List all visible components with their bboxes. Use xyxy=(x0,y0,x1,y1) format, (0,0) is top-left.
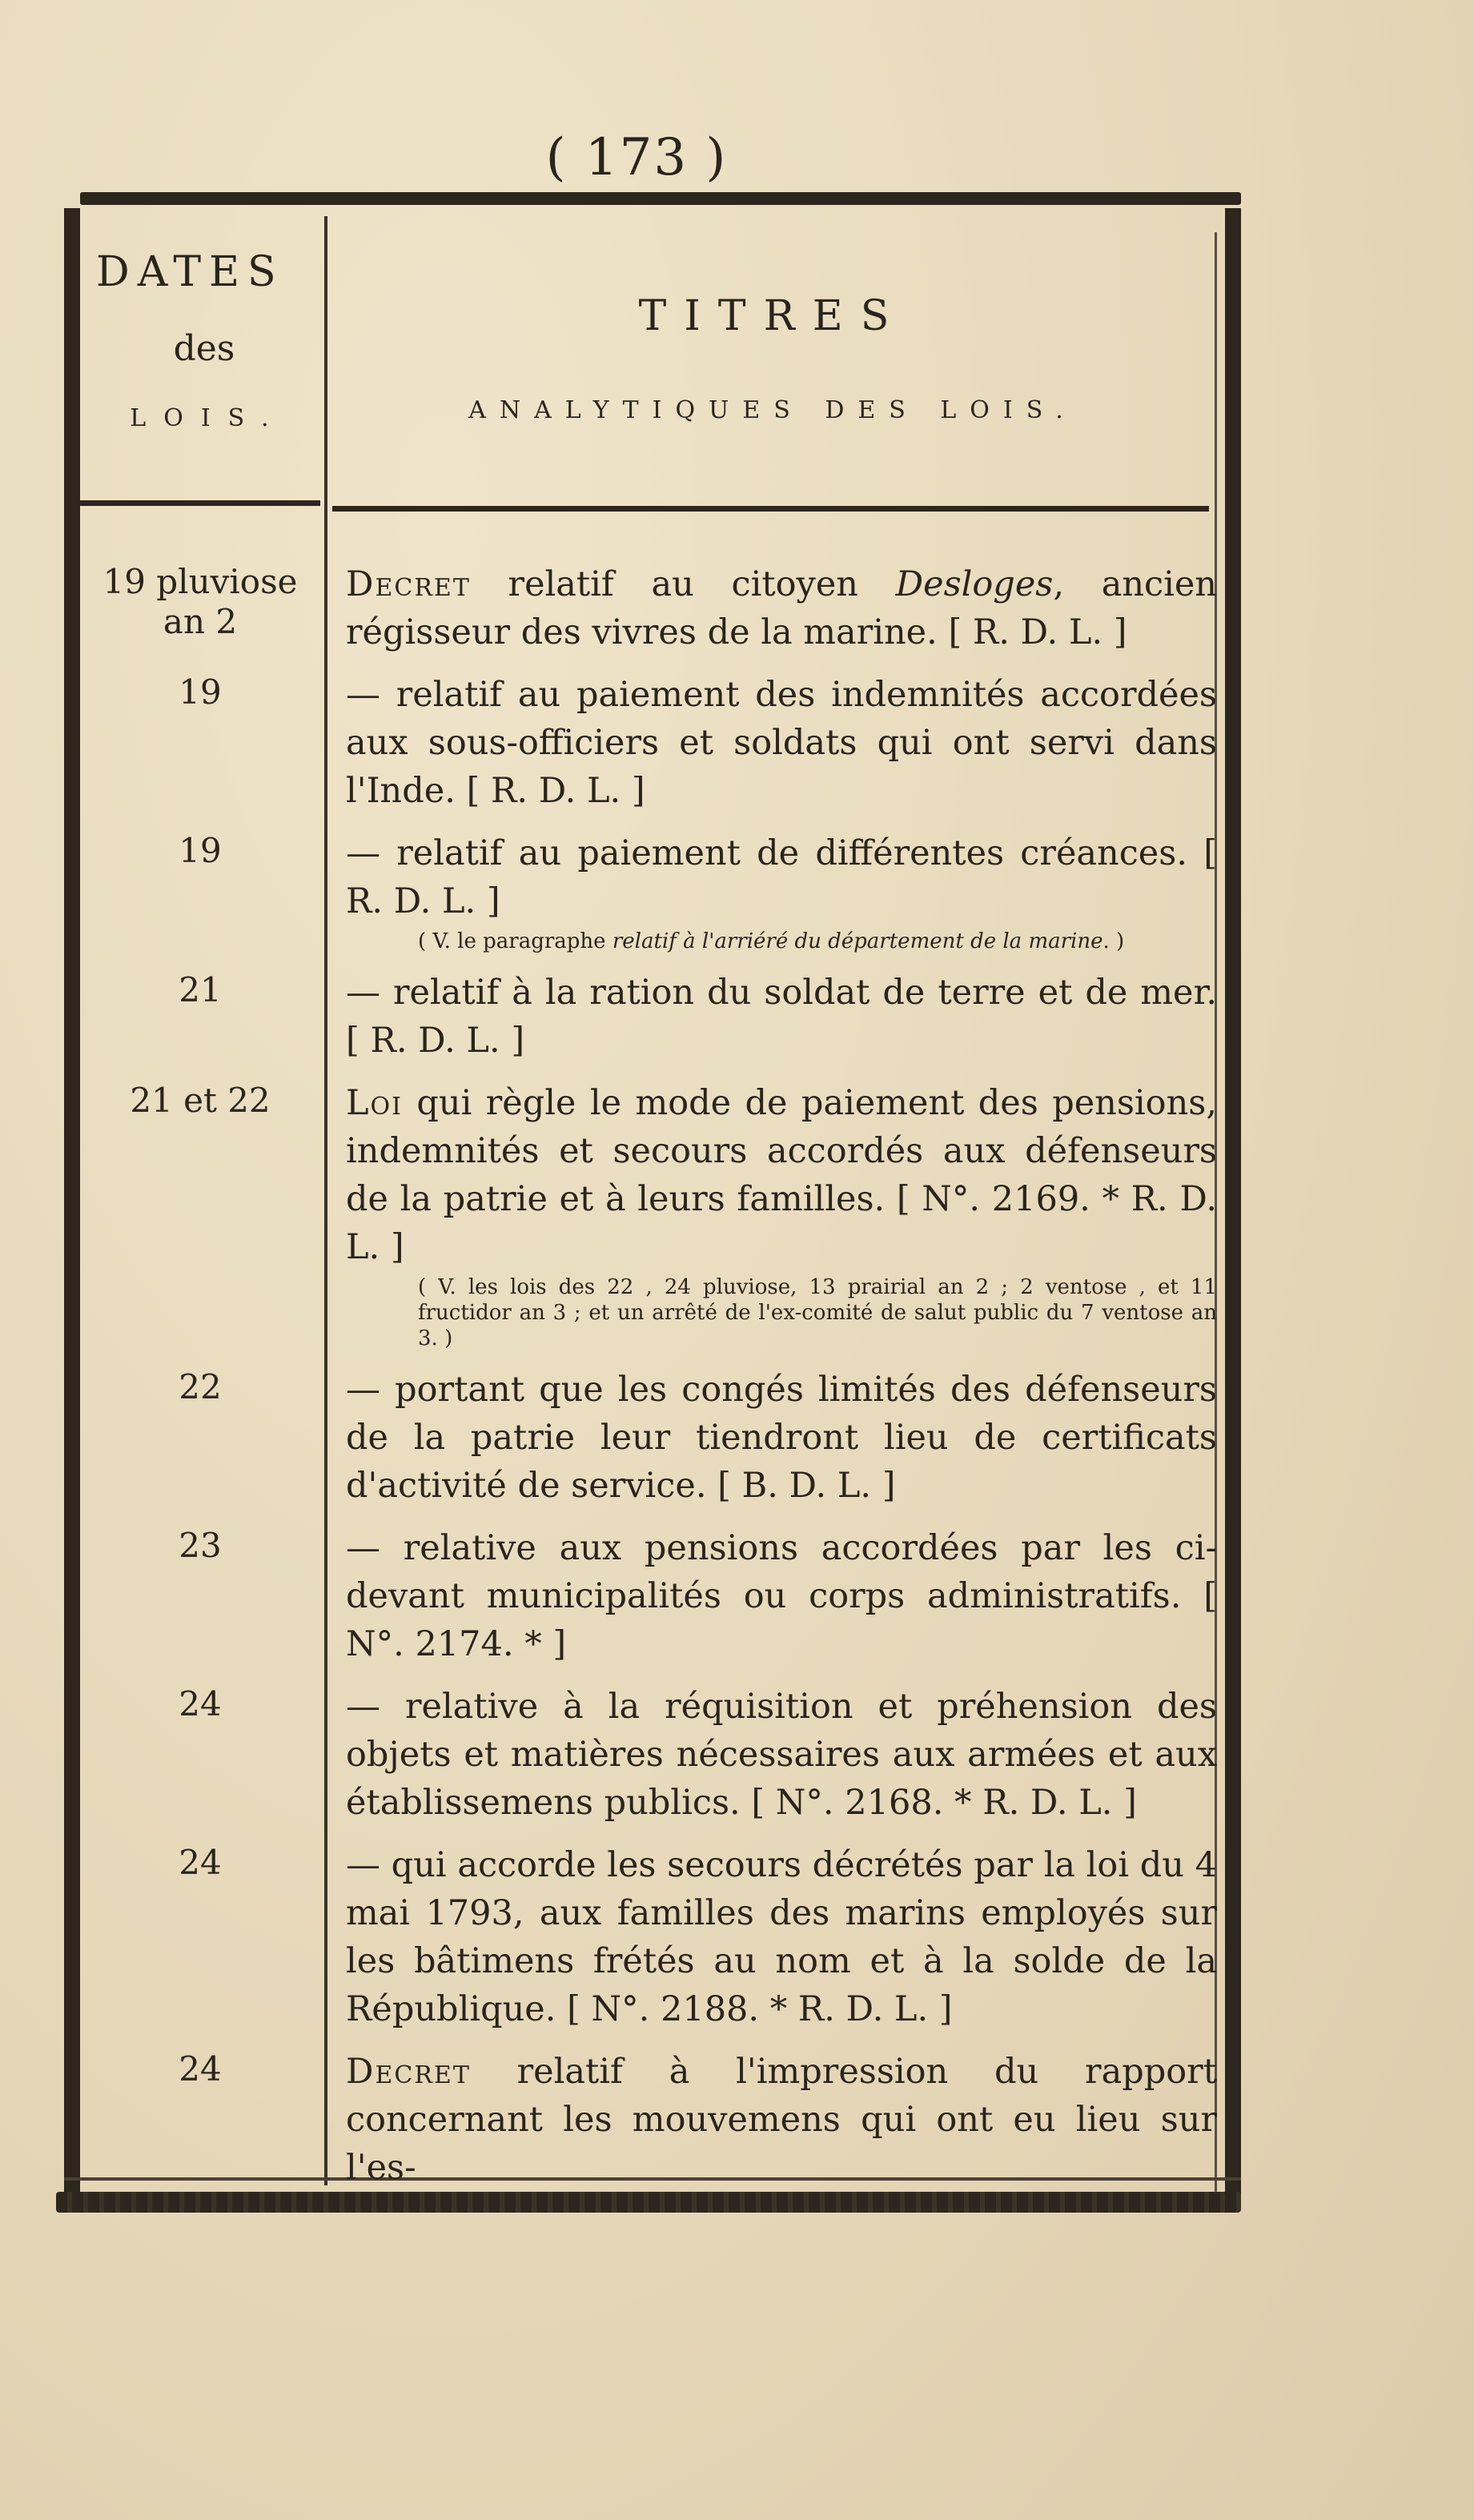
header-titres: TITRES xyxy=(638,292,907,340)
entry-row xyxy=(80,671,1217,815)
entry-date: 19 pluviose an 2 xyxy=(102,562,298,641)
entry-row xyxy=(80,1683,1217,1827)
entry-row xyxy=(80,1841,1217,2033)
entry-title: Loi qui règle le mode de paiement des pensions, indemnités et secours accordés aux défenseurs de la patrie et à leurs familles. [ N°. 2169. * R. D. L. ] ( V. les lois des 22 , 24 pluviose, 13 prairial an 2 ; 2 ventose , et 11 fructidor an 3 ; et un arrêté de l'ex-comité de salut public du 7 ventose an 3. ) xyxy=(346,1083,1217,1350)
entry-date: 21 et 22 xyxy=(130,1081,271,1120)
entry-title: Decret relatif à l'impression du rapport concernant les mouvemens qui ont eu lieu sur l'es- xyxy=(346,2052,1217,2188)
entry-date: 21 xyxy=(179,970,222,1009)
header-rule-left xyxy=(80,500,320,506)
entry-title: — qui accorde les secours décrétés par la loi du 4 mai 1793, aux familles des marins employés sur les bâtimens frétés au nom et à la solde de la République. [ N°. 2188. * R. D. L. ] xyxy=(346,1845,1217,2029)
right-border xyxy=(1225,208,1241,2209)
table-frame xyxy=(64,192,1241,2193)
header-des: des xyxy=(173,328,235,369)
entry-row xyxy=(80,829,1217,954)
entry-row xyxy=(80,969,1217,1065)
entry-date: 23 xyxy=(179,1526,222,1565)
entry-title: — relative aux pensions accordées par les ci-devant municipalités ou corps administratifs. [ N°. 2174. * ] xyxy=(346,1528,1217,1664)
entry-date: 22 xyxy=(179,1367,222,1406)
entry-date: 19 xyxy=(179,672,222,712)
header-analytiques: ANALYTIQUES DES LOIS. xyxy=(468,396,1077,424)
entry-row xyxy=(80,1366,1217,1510)
entry-date: 24 xyxy=(179,1684,222,1723)
entry-date: 24 xyxy=(179,2049,222,2089)
entry-date: 24 xyxy=(179,1843,222,1882)
entry-title: — relatif au paiement des indemnités accordées aux sous-officiers et soldats qui ont servi dans l'Inde. [ R. D. L. ] xyxy=(346,675,1217,811)
entry-row xyxy=(80,2048,1217,2192)
entry-date: 19 xyxy=(179,831,222,870)
entry-note: ( V. les lois des 22 , 24 pluviose, 13 prairial an 2 ; 2 ventose , et 11 fructidor an 3 ; et un arrêté de l'ex-comité de salut public du 7 ventose an 3. ) xyxy=(418,1275,1217,1350)
entry-title: — relatif au paiement de différentes créances. [ R. D. L. ] ( V. le paragraphe relatif à l'arriéré du département de la marine. ) xyxy=(346,833,1217,953)
entry-row xyxy=(80,560,1217,656)
entries-list xyxy=(80,560,1217,2206)
entry-title: Decret relatif au citoyen Desloges, ancien régisseur des vivres de la marine. [ R. D. L. ] xyxy=(346,564,1217,652)
entry-row xyxy=(80,1524,1217,1668)
left-border xyxy=(64,208,80,2193)
page-number: ( 173 ) xyxy=(545,128,728,187)
entry-note: ( V. le paragraphe relatif à l'arriéré du département de la marine. ) xyxy=(418,929,1125,953)
header-lois: LOIS. xyxy=(130,404,287,432)
entry-row xyxy=(80,1079,1217,1351)
entry-title: — relative à la réquisition et préhension des objets et matières nécessaires aux armées et aux établissemens publics. [ N°. 2168. * R. D. L. ] xyxy=(346,1687,1217,1823)
entry-title: — relatif à la ration du soldat de terre et de mer. [ R. D. L. ] xyxy=(346,973,1217,1061)
header-dates: DATES xyxy=(96,248,284,296)
entry-title: — portant que les congés limités des défenseurs de la patrie leur tiendront lieu de certificats d'activité de service. [ B. D. L. ] xyxy=(346,1370,1217,1506)
header-rule-right xyxy=(332,506,1209,512)
top-rule xyxy=(80,192,1241,205)
